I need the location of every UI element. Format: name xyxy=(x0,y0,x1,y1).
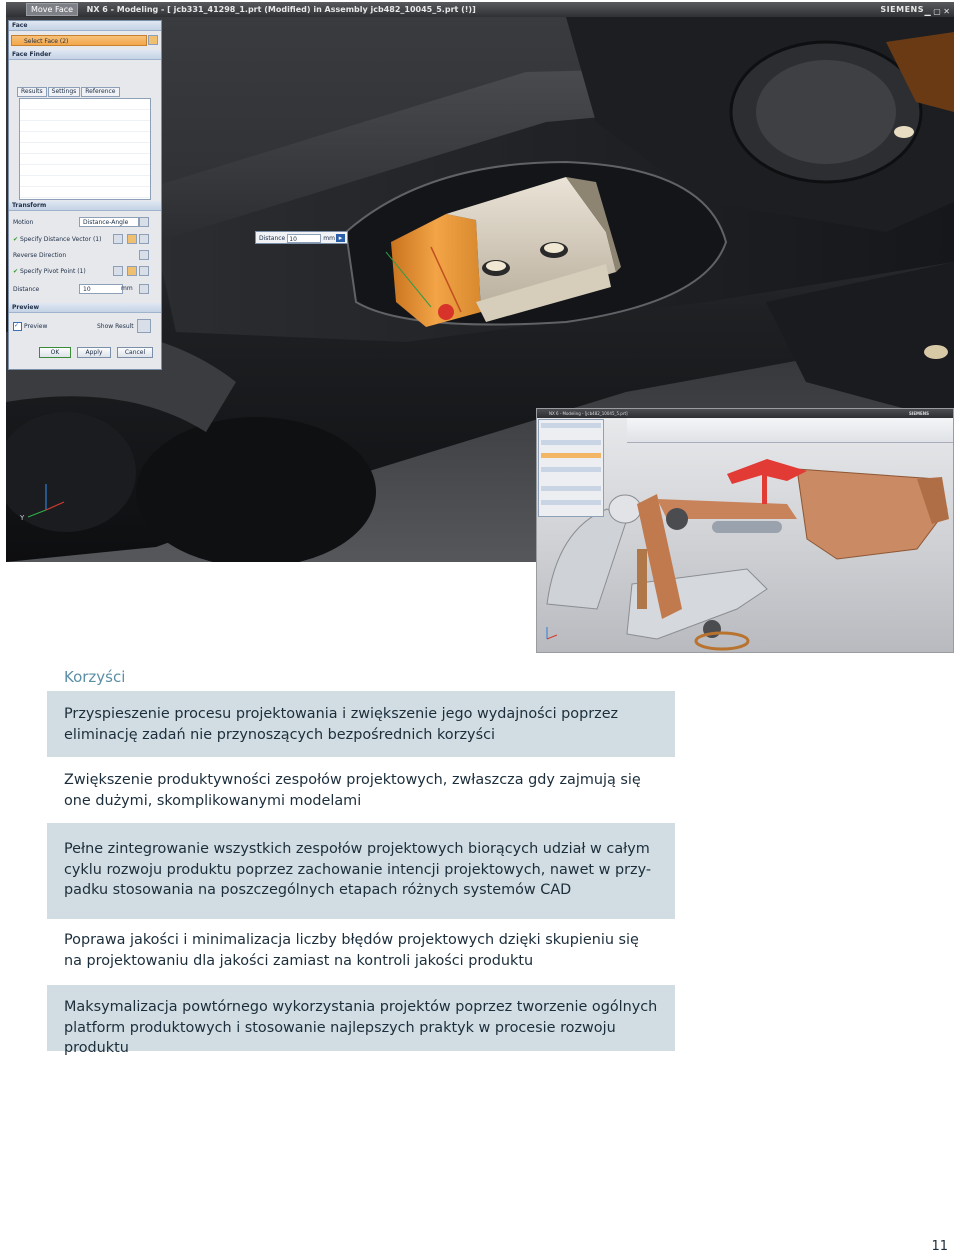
vector-dropdown-icon[interactable] xyxy=(139,234,149,244)
point-dialog-icon[interactable] xyxy=(113,266,123,276)
benefit-item-4: Poprawa jakości i minimalizacja liczby błędów projektowych dzięki skupieniu się na projektowaniu dla jakości zamiast na kontroli jakości produktu xyxy=(64,932,639,969)
tab-settings[interactable]: Settings xyxy=(48,87,81,97)
chevron-down-icon[interactable] xyxy=(139,217,149,227)
dialog-face-section[interactable]: Face xyxy=(9,21,161,31)
reverse-direction-icon[interactable] xyxy=(139,250,149,260)
siemens-logo-small: SIEMENS xyxy=(908,411,929,416)
tab-reference[interactable]: Reference xyxy=(81,87,119,97)
callout-menu-icon[interactable]: ▸ xyxy=(336,234,345,242)
preview-checkbox[interactable]: ✓ Preview xyxy=(14,322,48,330)
window-title: NX 6 - Modeling - [ jcb331_41298_1.prt (Modified) in Assembly jcb482_10045_5.prt (!)] xyxy=(86,5,476,14)
show-result-icon[interactable] xyxy=(137,319,151,333)
ok-button[interactable]: OK xyxy=(39,347,71,358)
check-icon: ✔ xyxy=(13,268,19,275)
callout-label: Distance xyxy=(259,235,286,242)
point-dropdown-icon[interactable] xyxy=(139,266,149,276)
preview-section[interactable]: Preview xyxy=(9,303,161,313)
reverse-direction-row[interactable]: Reverse Direction xyxy=(13,252,67,259)
secondary-dialog xyxy=(538,419,604,517)
benefit-item-2: Zwiększenie produktywności zespołów projektowych, zwłaszcza gdy zajmują się one dużymi, skomplikowanymi modelami xyxy=(64,772,641,809)
face-finder-tabs xyxy=(17,87,121,97)
secondary-window-title: NX 6 - Modeling - [jcb482_10045_5.prt] xyxy=(549,411,628,416)
secondary-title-bar xyxy=(537,409,954,418)
distance-unit: mm xyxy=(121,285,133,292)
move-face-command-button[interactable]: Move Face xyxy=(26,3,78,16)
distance-label: Distance xyxy=(13,286,40,293)
callout-unit: mm xyxy=(323,235,335,242)
window-controls-icon[interactable]: ▁ ▢ ✕ xyxy=(924,7,950,16)
section-heading: Korzyści xyxy=(64,668,126,686)
apply-button[interactable]: Apply xyxy=(77,347,111,358)
cancel-button[interactable]: Cancel xyxy=(117,347,153,358)
distance-menu-icon[interactable] xyxy=(139,284,149,294)
nx-screenshot-secondary xyxy=(536,408,954,653)
page-number: 11 xyxy=(931,1239,948,1254)
axis-label-y: Y xyxy=(20,514,25,522)
secondary-toolbar[interactable] xyxy=(627,418,954,443)
motion-label: Motion xyxy=(13,219,34,226)
point-inferred-icon[interactable] xyxy=(127,266,137,276)
face-filter-icon[interactable] xyxy=(148,35,158,45)
callout-distance-input[interactable]: 10 xyxy=(287,234,321,243)
check-icon: ✔ xyxy=(13,236,19,243)
nx-title-bar xyxy=(6,2,954,17)
transform-section[interactable]: Transform xyxy=(9,201,161,211)
select-face-row[interactable]: Select Face (2) xyxy=(11,35,147,46)
move-face-dialog xyxy=(8,20,162,370)
benefit-item-3: Pełne zintegrowanie wszystkich zespołów projektowych biorących udział w całym cyklu rozwoju produktu poprzez zachowanie intencji projektowych, nawet w przy-padku stosowania na poszczególnych etapach różnych systemów CAD xyxy=(47,823,675,919)
distance-vector-row[interactable]: ✔ Specify Distance Vector (1) xyxy=(13,236,102,243)
face-finder-section[interactable]: Face Finder xyxy=(9,50,161,60)
motion-select[interactable]: Distance-Angle xyxy=(79,217,139,227)
pivot-point-row[interactable]: ✔ Specify Pivot Point (1) xyxy=(13,268,86,275)
distance-input[interactable]: 10 xyxy=(79,284,123,294)
vector-inferred-icon[interactable] xyxy=(127,234,137,244)
show-result-label: Show Result xyxy=(97,323,134,330)
results-list[interactable] xyxy=(19,98,151,200)
benefit-item-1: Przyspieszenie procesu projektowania i zwiększenie jego wydajności poprzez eliminację zadań nie przynoszących bezpośrednich korzyści xyxy=(47,691,675,757)
tab-results[interactable]: Results xyxy=(17,87,47,97)
benefit-item-5: Maksymalizacja powtórnego wykorzystania projektów poprzez tworzenie ogólnych platform produktowych i stosowanie najlepszych praktyk w procesie rozwoju produktu xyxy=(47,985,675,1051)
vector-dialog-icon[interactable] xyxy=(113,234,123,244)
siemens-logo: SIEMENS xyxy=(880,5,924,14)
distance-callout xyxy=(255,231,348,244)
